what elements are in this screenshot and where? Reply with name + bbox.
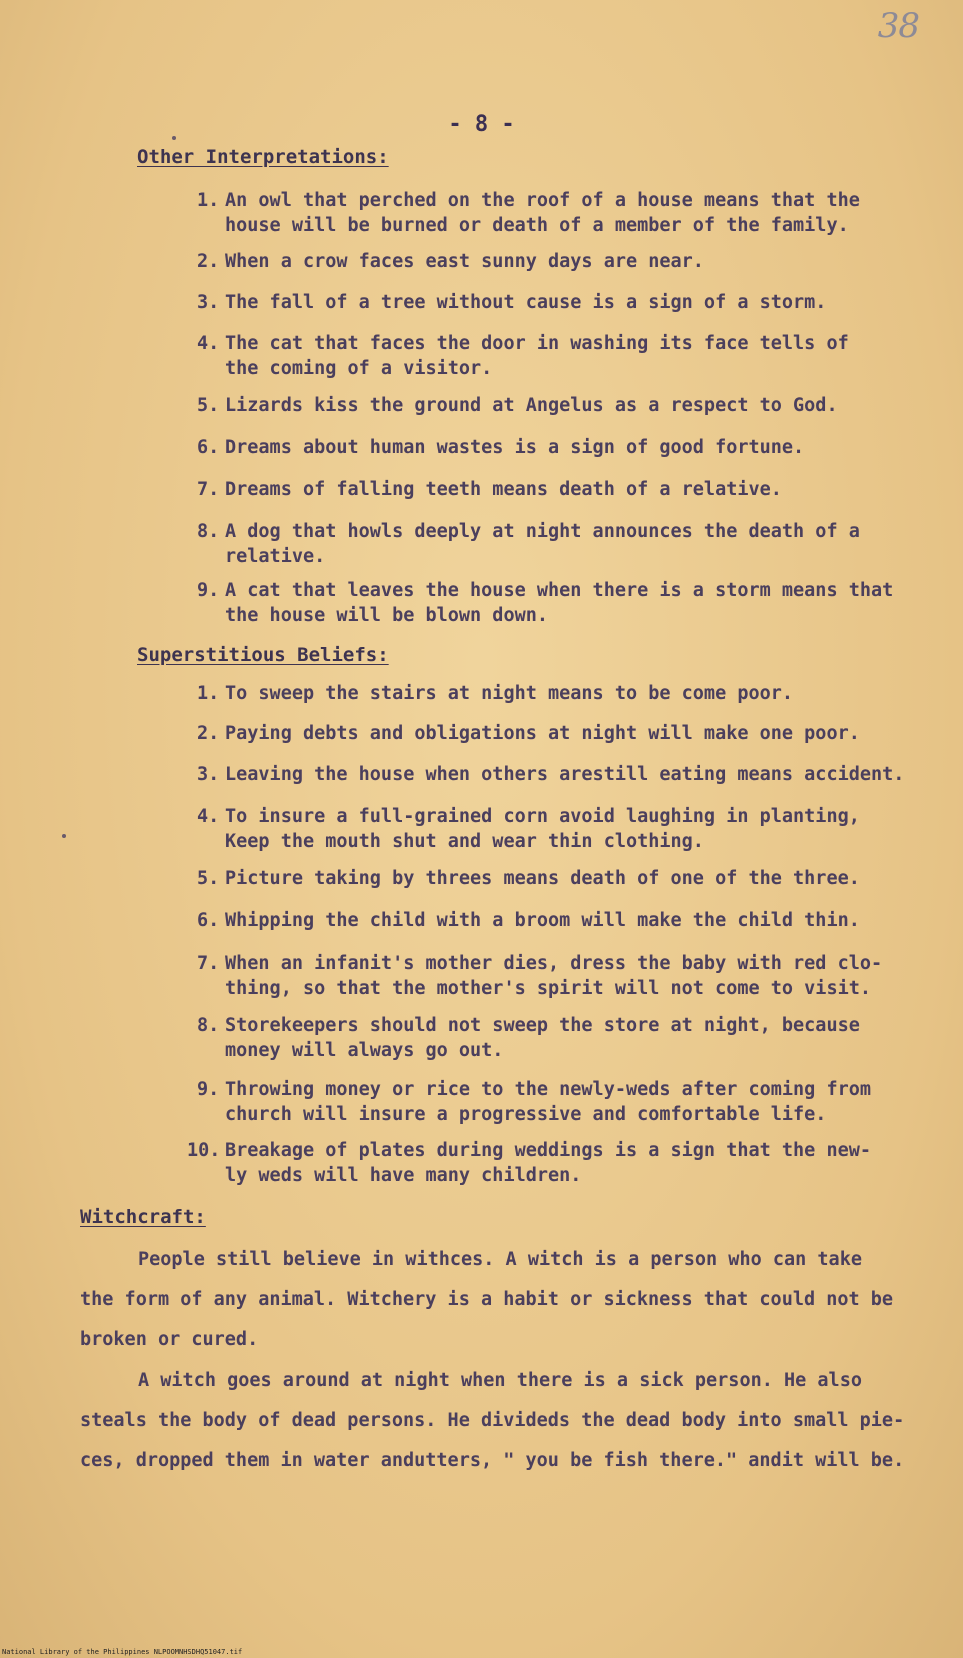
list-item (197, 435, 804, 460)
list-item (197, 681, 793, 706)
list-item (197, 393, 838, 418)
list-item (197, 249, 704, 274)
item-text: Breakage of plates during weddings is a sign that the new- (225, 1140, 872, 1161)
item-text: The cat that faces the door in washing its face tells of (225, 333, 849, 354)
list-item (197, 1013, 860, 1063)
list-item (197, 1077, 871, 1127)
list-item (197, 477, 782, 502)
item-text: Paying debts and obligations at night will make one poor. (225, 723, 860, 744)
item-text-cont: house will be burned or death of a member of the family. (225, 215, 849, 236)
item-number: 9. (197, 580, 220, 601)
list-item (197, 188, 860, 238)
item-number: 2. (197, 251, 220, 272)
item-text: Whipping the child with a broom will make the child thin. (225, 910, 860, 931)
paragraph-line: ces, dropped them in water andutters, " you be fish there." andit will be. (80, 1450, 905, 1471)
section-heading-superstitious-beliefs: Superstitious Beliefs: (137, 644, 389, 666)
item-text-cont: money will always go out. (225, 1040, 504, 1061)
item-text-cont: thing, so that the mother's spirit will not come to visit. (225, 978, 872, 999)
list-item (197, 762, 904, 787)
item-text: A dog that howls deeply at night announces the death of a (225, 521, 860, 542)
list-item (187, 1138, 872, 1188)
list-item (197, 578, 893, 628)
paragraph (80, 1240, 900, 1360)
item-number: 4. (197, 333, 220, 354)
item-text: Picture taking by threes means death of one of the three. (225, 868, 860, 889)
item-text: To insure a full-grained corn avoid laughing in planting, (225, 806, 860, 827)
item-text-cont: the house will be blown down. (225, 605, 549, 626)
item-text: The fall of a tree without cause is a sign of a storm. (225, 292, 827, 313)
item-number: 1. (197, 683, 220, 704)
list-item (197, 908, 860, 933)
archive-footer: National Library of the Philippines NLPOOMNHSDHQ51047.tif (2, 1648, 243, 1656)
item-number: 5. (197, 395, 220, 416)
item-text: Storekeepers should not sweep the store at night, because (225, 1015, 860, 1036)
item-number: 1. (197, 190, 220, 211)
item-number: 2. (197, 723, 220, 744)
item-number: 8. (197, 1015, 220, 1036)
item-text: Dreams of falling teeth means death of a relative. (225, 479, 782, 500)
item-number: 6. (197, 910, 220, 931)
item-number: 7. (197, 479, 220, 500)
item-number: 8. (197, 521, 220, 542)
typed-page-number: - 8 - (448, 112, 515, 137)
item-number: 5. (197, 868, 220, 889)
list-item (197, 804, 860, 854)
item-number: 7. (197, 953, 220, 974)
item-text: Lizards kiss the ground at Angelus as a respect to God. (225, 395, 838, 416)
paragraph-line: broken or cured. (80, 1329, 259, 1350)
list-item (197, 951, 882, 1001)
list-item (197, 519, 860, 569)
item-text: When a crow faces east sunny days are near. (225, 251, 704, 272)
item-number: 3. (197, 292, 220, 313)
item-text: A cat that leaves the house when there is a storm means that (225, 580, 894, 601)
item-number: 4. (197, 806, 220, 827)
list-item (197, 721, 860, 746)
item-text: An owl that perched on the roof of a house means that the (225, 190, 860, 211)
item-text-cont: ly weds will have many children. (225, 1165, 582, 1186)
paragraph-line: the form of any animal. Witchery is a habit or sickness that could not be (80, 1289, 894, 1310)
item-number: 3. (197, 764, 220, 785)
paragraph (80, 1361, 905, 1481)
item-text-cont: Keep the mouth shut and wear thin clothing. (225, 831, 704, 852)
item-text: Leaving the house when others arestill eating means accident. (225, 764, 905, 785)
paragraph-line: steals the body of dead persons. He divideds the dead body into small pie- (80, 1410, 905, 1431)
item-text: When an infanit's mother dies, dress the baby with red clo- (225, 953, 883, 974)
handwritten-page-number: 38 (877, 6, 919, 46)
paragraph-line: People still believe in withces. A witch is a person who can take (138, 1249, 862, 1270)
item-text: To sweep the stairs at night means to be come poor. (225, 683, 794, 704)
item-number: 6. (197, 437, 220, 458)
item-text-cont: church will insure a progressive and comfortable life. (225, 1104, 827, 1125)
section-heading-other-interpretations: Other Interpretations: (137, 146, 389, 168)
list-item (197, 290, 826, 315)
list-item (197, 331, 849, 381)
item-number: 9. (197, 1079, 220, 1100)
section-heading-witchcraft: Witchcraft: (80, 1206, 206, 1228)
item-text-cont: the coming of a visitor. (225, 358, 493, 379)
item-text: Throwing money or rice to the newly-weds after coming from (225, 1079, 872, 1100)
item-text-cont: relative. (225, 546, 326, 567)
ink-speck (62, 834, 66, 838)
ink-speck (172, 136, 176, 140)
list-item (197, 866, 860, 891)
item-text: Dreams about human wastes is a sign of good fortune. (225, 437, 805, 458)
paragraph-line: A witch goes around at night when there is a sick person. He also (138, 1370, 862, 1391)
item-number: 10. (187, 1140, 221, 1161)
